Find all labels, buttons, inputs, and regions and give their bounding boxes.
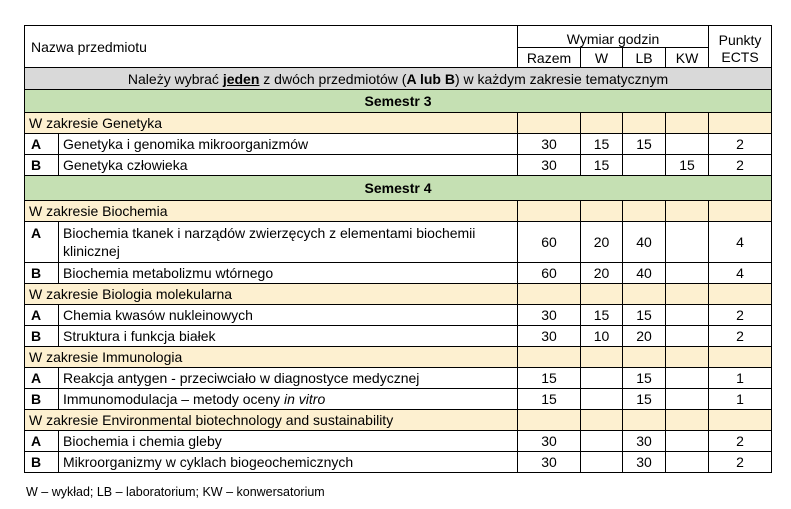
course-row — [25, 431, 772, 452]
option-letter: A — [25, 431, 59, 452]
hours-w: 10 — [581, 326, 623, 347]
ects-points: 1 — [709, 368, 772, 389]
ects-points: 2 — [709, 305, 772, 326]
course-row — [25, 389, 772, 410]
course-name: Immunomodulacja – metody oceny in vitro — [59, 389, 518, 410]
ects-points: 2 — [709, 326, 772, 347]
hours-total: 30 — [518, 305, 581, 326]
hours-total: 30 — [518, 452, 581, 473]
course-name: Chemia kwasów nukleinowych — [59, 305, 518, 326]
hours-total: 60 — [518, 263, 581, 284]
hours-total: 15 — [518, 389, 581, 410]
option-letter: B — [25, 452, 59, 473]
hours-lb: 40 — [623, 222, 666, 263]
header-course-name: Nazwa przedmiotu — [25, 26, 518, 68]
hours-kw — [666, 431, 709, 452]
semester-3-row — [25, 90, 772, 113]
hours-lb: 40 — [623, 263, 666, 284]
option-letter: A — [25, 222, 59, 263]
hours-w — [581, 431, 623, 452]
hours-w — [581, 389, 623, 410]
group-row — [25, 284, 772, 305]
hours-w: 20 — [581, 222, 623, 263]
header-hours: Wymiar godzin — [518, 26, 709, 48]
option-letter: B — [25, 263, 59, 284]
selection-notice: Należy wybrać jeden z dwóch przedmiotów (A lub B) w każdym zakresie tematycznym — [25, 68, 772, 90]
header-points: Punkty — [709, 26, 772, 48]
option-letter: A — [25, 305, 59, 326]
header-kw: KW — [666, 48, 709, 68]
option-letter: B — [25, 155, 59, 176]
group-row — [25, 113, 772, 134]
course-name: Biochemia metabolizmu wtórnego — [59, 263, 518, 284]
group-row — [25, 410, 772, 431]
group-title: W zakresie Genetyka — [25, 113, 518, 134]
course-row — [25, 263, 772, 284]
ects-points: 4 — [709, 263, 772, 284]
header-ects: ECTS — [709, 48, 772, 68]
course-row — [25, 305, 772, 326]
ects-points: 1 — [709, 389, 772, 410]
group-row — [25, 347, 772, 368]
header-lb: LB — [623, 48, 666, 68]
courses-table — [24, 25, 772, 473]
option-letter: A — [25, 134, 59, 155]
course-row — [25, 222, 772, 263]
hours-lb — [623, 155, 666, 176]
group-title: W zakresie Biochemia — [25, 201, 518, 222]
course-row — [25, 155, 772, 176]
course-name: Mikroorganizmy w cyklach biogeochemicznych — [59, 452, 518, 473]
ects-points: 4 — [709, 222, 772, 263]
ects-points: 2 — [709, 431, 772, 452]
hours-kw — [666, 222, 709, 263]
hours-w: 15 — [581, 134, 623, 155]
hours-kw: 15 — [666, 155, 709, 176]
hours-lb: 15 — [623, 134, 666, 155]
hours-lb: 30 — [623, 452, 666, 473]
semester-4-row — [25, 176, 772, 201]
hours-kw — [666, 263, 709, 284]
ects-points: 2 — [709, 155, 772, 176]
hours-total: 30 — [518, 431, 581, 452]
course-row — [25, 368, 772, 389]
group-title: W zakresie Immunologia — [25, 347, 518, 368]
option-letter: A — [25, 368, 59, 389]
course-name: Struktura i funkcja białek — [59, 326, 518, 347]
hours-total: 30 — [518, 155, 581, 176]
ects-points: 2 — [709, 134, 772, 155]
option-letter: B — [25, 326, 59, 347]
legend-footnote: W – wykład; LB – laboratorium; KW – konwersatorium — [26, 485, 325, 499]
hours-lb: 15 — [623, 368, 666, 389]
hours-kw — [666, 452, 709, 473]
hours-kw — [666, 389, 709, 410]
group-row — [25, 201, 772, 222]
hours-total: 30 — [518, 326, 581, 347]
hours-w — [581, 452, 623, 473]
option-letter: B — [25, 389, 59, 410]
header-row-1 — [25, 26, 772, 48]
course-name: Reakcja antygen - przeciwciało w diagnostyce medycznej — [59, 368, 518, 389]
notice-row — [25, 68, 772, 90]
hours-kw — [666, 326, 709, 347]
semester-3-title: Semestr 3 — [25, 90, 772, 113]
course-row — [25, 326, 772, 347]
course-name: Biochemia i chemia gleby — [59, 431, 518, 452]
group-title: W zakresie Biologia molekularna — [25, 284, 518, 305]
group-title: W zakresie Environmental biotechnology and sustainability — [25, 410, 518, 431]
hours-kw — [666, 368, 709, 389]
hours-w — [581, 368, 623, 389]
course-row — [25, 134, 772, 155]
hours-lb: 20 — [623, 326, 666, 347]
hours-total: 15 — [518, 368, 581, 389]
hours-lb: 15 — [623, 305, 666, 326]
hours-total: 30 — [518, 134, 581, 155]
hours-w: 15 — [581, 305, 623, 326]
hours-w: 15 — [581, 155, 623, 176]
hours-w: 20 — [581, 263, 623, 284]
hours-kw — [666, 305, 709, 326]
header-w: W — [581, 48, 623, 68]
hours-lb: 15 — [623, 389, 666, 410]
semester-4-title: Semestr 4 — [25, 176, 772, 201]
hours-kw — [666, 134, 709, 155]
course-row — [25, 452, 772, 473]
hours-lb: 30 — [623, 431, 666, 452]
ects-points: 2 — [709, 452, 772, 473]
course-name: Genetyka człowieka — [59, 155, 518, 176]
hours-total: 60 — [518, 222, 581, 263]
course-name: Genetyka i genomika mikroorganizmów — [59, 134, 518, 155]
course-name: Biochemia tkanek i narządów zwierzęcych z elementami biochemii klinicznej — [59, 222, 518, 263]
header-razem: Razem — [518, 48, 581, 68]
